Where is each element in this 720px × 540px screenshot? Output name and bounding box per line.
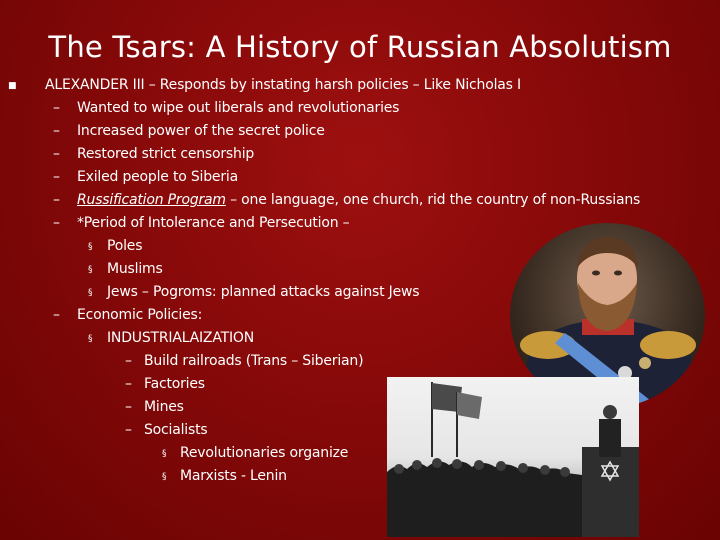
heading-name: ALEXANDER III [45, 77, 145, 93]
dash-marker: – [53, 146, 60, 162]
dash-marker: – [125, 376, 132, 392]
level4-item-text: Socialists [144, 422, 208, 438]
dash-marker: – [53, 100, 60, 116]
level4-item-text: Build railroads (Trans – Siberian) [144, 353, 364, 369]
level5-item-text: Marxists - Lenin [180, 468, 287, 484]
historical-photo-image [387, 377, 639, 537]
dash-marker: – [125, 353, 132, 369]
section-bullet-icon: § [162, 472, 167, 482]
dash-marker: – [53, 169, 60, 185]
list-item-text: Increased power of the secret police [77, 123, 325, 139]
section-bullet-icon: § [88, 288, 93, 298]
photo-illustration [387, 377, 639, 537]
level4-item-text: Mines [144, 399, 184, 415]
level5-item-text: Revolutionaries organize [180, 445, 349, 461]
russification-text: – one language, one church, rid the country of non-Russians [225, 192, 641, 208]
russification-link[interactable]: Russification Program [77, 192, 226, 208]
heading-text: – Responds by instating harsh policies – Like Nicholas I [144, 77, 521, 93]
sub-list-item-text: Muslims [107, 261, 163, 277]
section-bullet-icon: § [88, 265, 93, 275]
list-item-text: Exiled people to Siberia [77, 169, 238, 185]
list-item-text: *Period of Intolerance and Persecution – [77, 215, 350, 231]
level4-item-text: Factories [144, 376, 205, 392]
slide-title: The Tsars: A History of Russian Absolutism [48, 30, 672, 64]
dash-marker: – [53, 192, 60, 208]
dash-marker: – [125, 399, 132, 415]
list-item-text: Wanted to wipe out liberals and revolutionaries [77, 100, 400, 116]
dash-marker: – [125, 422, 132, 438]
dash-marker: – [53, 307, 60, 323]
sub-list-item-text: Poles [107, 238, 143, 254]
square-bullet-icon: ■ [8, 81, 17, 91]
list-item-text: Economic Policies: [77, 307, 203, 323]
sub-list-item-text: Jews – Pogroms: planned attacks against Jews [107, 284, 420, 300]
dash-marker: – [53, 215, 60, 231]
section-bullet-icon: § [88, 334, 93, 344]
sub-list-item-text: INDUSTRIALAIZATION [107, 330, 254, 346]
list-item-text: Restored strict censorship [77, 146, 255, 162]
dash-marker: – [53, 123, 60, 139]
section-bullet-icon: § [88, 242, 93, 252]
section-bullet-icon: § [162, 449, 167, 459]
